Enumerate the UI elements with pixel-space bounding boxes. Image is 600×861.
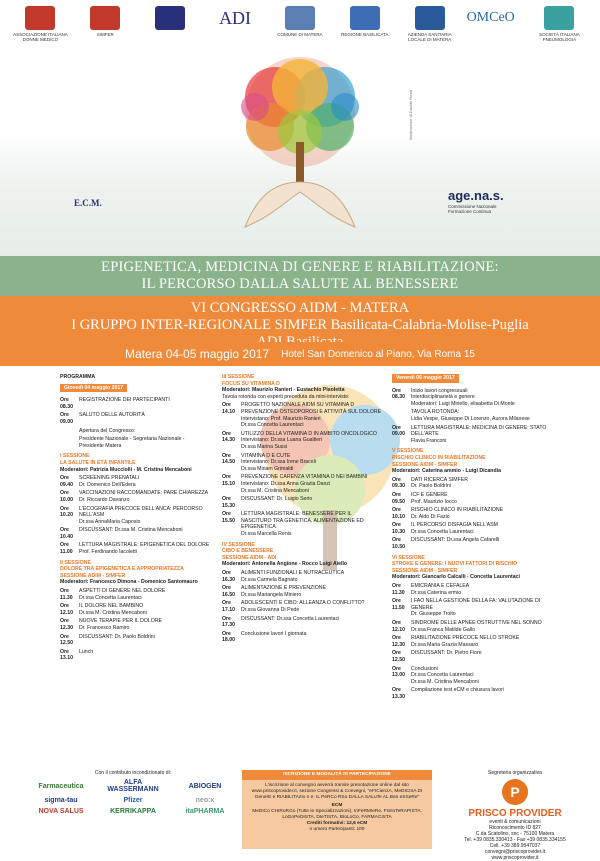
program-item-time: Ore 15.10	[222, 474, 235, 487]
title-line-1: EPIGENETICA, MEDICINA DI GENERE E RIABILITAZIONE:	[101, 259, 499, 275]
program-item-time: Ore 13.00	[392, 665, 405, 679]
title-line-2: IL PERCORSO DALLA SALUTE AL BENESSERE	[141, 276, 459, 292]
program-item	[392, 477, 552, 490]
ecm-logo: E.C.M.	[74, 198, 102, 208]
program-item-text: RIABILITAZIONE PRECOCE NELLO STROKE Dr.ssa Maria Grazia Massaro	[411, 635, 520, 648]
logo-strip	[0, 0, 600, 52]
program-item-text: Apertura del Congresso:	[79, 427, 136, 434]
sponsor-logo: Farmaceutica	[38, 782, 84, 790]
program-item	[60, 412, 210, 425]
session-4-title: IV SESSIONE CIBO E BENESSERE SESSIONE AIDM - ADI	[222, 541, 277, 561]
program-item-time: Ore 10.00	[60, 490, 73, 503]
session-5-moderators: Moderatori: Caterina ammio - Luigi Dicandia	[392, 468, 501, 475]
program-item	[222, 431, 382, 451]
registration-ecm: ECM	[331, 803, 343, 808]
program-item	[222, 402, 382, 428]
program-item-time: Ore 12.10	[392, 620, 405, 633]
program-item-time: Ore 18.00	[222, 630, 235, 644]
registration-header: ISCRIZIONE E MODALITÀ DI PARTECIPAZIONE	[242, 770, 432, 780]
registration-body: L'iscrizione al convegno avverrà tramite prenotazione online dal sito www.priscoprovider.it, sezione Congressi & Convegni, "eFICienzA, MeDICInA DI GenerE e RIABILITAzIo n e: IL PeRCo RSo DALLA SALuTe AL Ben eSSeRe"	[251, 783, 423, 800]
program-item	[392, 620, 552, 633]
organizer-address: C.da Scatolino, snc - 75100 Matera	[475, 831, 555, 837]
program-item-time: Ore 09.50	[392, 491, 405, 505]
program-item-text: Compilazione test eCM e chiusura lavori	[411, 687, 504, 694]
program-item	[392, 635, 552, 648]
program-item-text: PROGETTO NAZIONALE AIDM SU VITAMINA D PREVENZIONE OSTEOPOROSI E ATTIVITÀ SUL DOLORE Intervistano: Prof. Maurizio Ranieri Dr.ssa Concetta Laurentaci	[241, 402, 382, 429]
program-item-time: Ore 16.30	[222, 570, 235, 583]
program-item-time: Ore 09.30	[392, 476, 405, 490]
program-item	[392, 537, 552, 550]
logo-caption: SOCIETÀ ITALIANA PNEUMOLOGIA	[539, 32, 580, 42]
program-item-text: ICF E GENERE Prof. Maurizio Iocco	[411, 491, 457, 505]
program-item	[392, 598, 552, 618]
program-item	[60, 397, 210, 410]
sponsor-logo: itaPHARMA	[185, 808, 225, 815]
program-item	[222, 511, 382, 537]
sponsor-logo: ABIOGEN	[188, 782, 222, 790]
program-item-time: Ore 14.10	[222, 402, 235, 415]
program-item-time: Ore 11.30	[392, 583, 405, 596]
agenas-logo: age.na.s.	[448, 188, 504, 203]
simfer-logo-icon	[90, 6, 120, 30]
program-item	[222, 616, 382, 629]
program-item-time: Ore 12.30	[60, 618, 73, 631]
program-item-time: Ore 08.30	[60, 397, 73, 410]
program-item-text: EMICRANIA E CEFALEA Dr.ssa Caterina ermio	[411, 583, 470, 596]
session-2-moderators: Moderatori: Francesco Dimona - Domenico Santomauro	[60, 579, 198, 586]
logo-ordine	[139, 6, 201, 32]
program-item	[392, 409, 552, 422]
program-item-text: VACCINAZIONI RACCOMANDATE: PARE CHIAREZZA Dr. Riccardo Davanzo	[79, 490, 209, 503]
hero-illustration	[0, 52, 600, 242]
tree-illustration	[200, 52, 400, 242]
registration-participants: n umero Partecipanti: 100	[309, 827, 365, 832]
sponsor-logo: neo:x	[195, 797, 215, 804]
session-1-title: I SESSIONE LA SALUTE IN ETÀ INFANTILE	[60, 453, 136, 466]
organizer-sub: eventi & comunicazioni	[489, 819, 541, 825]
session-4-moderators: Moderatori: Antonella Angione - Rocco Luigi Aiello	[222, 561, 348, 568]
sponsors-block	[28, 770, 238, 815]
program-item	[222, 496, 382, 509]
program-item-time: Ore 09.40	[60, 475, 73, 488]
session-6-title: VI SESSIONE STROKE E GENERE: I NUOVI FATTORI DI RISCHIO SESSIONE AIDM - SIMFER	[392, 554, 518, 574]
program-item	[60, 542, 210, 555]
program-item	[60, 527, 210, 540]
logo-asm	[399, 6, 461, 42]
program-item	[60, 588, 210, 601]
program-item-text: ADOLESCENTI E CIBO: ALLEANZA O CONFLITTO? Dr.ssa Giovanna Di Pede	[241, 600, 365, 613]
matera-logo-icon	[285, 6, 315, 30]
program-item-text: NUOVE TERAPIE PER IL DOLORE Dr. Francesco Ramiro	[79, 618, 163, 631]
program-item-text: ALIMENTI FUNZIONALI E NUTRACEUTICA Dr.ssa Carmela Bagnato	[241, 570, 345, 583]
program-item-time: Ore 10.20	[60, 505, 73, 519]
program-item-text: TAVOLA ROTONDA: Lidia Vespe, Giuseppe Di Lorenzo, Aurora Milanese	[411, 409, 530, 422]
aidm-logo-icon	[25, 6, 55, 30]
program-item-text: IL DOLORE NEL BAMBINO Dr.ssa M. Cristina Mencaboni	[79, 603, 147, 616]
session-3-moderators: Moderatori: Maurizio Ranieri - Eustachio Pisoletta	[222, 387, 345, 394]
logo-caption: COMUNE DI MATERA	[277, 32, 323, 37]
logo-basilicata	[334, 6, 396, 37]
program-item-text: ALIMENTAZIONE E PREVENZIONE Dr.ssa Mariangela Miniero	[241, 585, 326, 598]
day-2-label: Venerdì 05 maggio 2017	[392, 374, 459, 383]
logo-pneumologia	[528, 6, 590, 42]
program-item	[60, 436, 210, 449]
logo-omceo	[464, 6, 526, 32]
program-item-text: Inizio lavori congressuali Interdisciplinarietà e genere Moderatori: Luigi Miriello, elisabetta Di Monte	[411, 387, 515, 407]
program-item-time: Ore 11.30	[60, 588, 73, 601]
logo-matera	[269, 6, 331, 37]
program-item-time: Ore 10.10	[392, 507, 405, 520]
sponsor-logo: sigma-tau	[44, 797, 78, 804]
program-item	[392, 425, 552, 445]
program-item	[60, 506, 210, 526]
program-item	[222, 631, 382, 644]
organizer-block	[440, 770, 590, 861]
program-item-text: IL PERCORSO DISFAGIA NELL'ASM Dr.ssa Concetta Laurentaci	[411, 522, 498, 535]
session-3-intro: Tavola rotonda con esperti preceduta da mini-interviste:	[222, 393, 350, 400]
event-date: Matera 04-05 maggio 2017	[125, 347, 270, 361]
program-header: PROGRAMMA	[60, 374, 96, 380]
session-3-title: III SESSIONE FOCUS SU VITAMINA D	[222, 374, 280, 387]
program-item	[222, 585, 382, 598]
program-item-time: Ore 13.10	[60, 648, 73, 662]
program-item-time: Ore 13.30	[392, 687, 405, 700]
program-item-time: Ore 14.50	[222, 452, 235, 466]
program-item-text: LETTURA MAGISTRALE: MEDICINA DI GENERE: STATO DELL'ARTE Flavia Franconi	[411, 424, 547, 444]
organizer-email[interactable]: convegni@priscoprovider.it	[484, 849, 546, 855]
event-venue: Hotel San Domenico al Piano, Via Roma 15	[281, 348, 475, 360]
program-item	[392, 492, 552, 505]
program-item	[392, 522, 552, 535]
program-item-time: Ore 17.10	[222, 600, 235, 613]
session-6-moderators: Moderatori: Giancarlo Calcalli - Concetta Laurentaci	[392, 574, 520, 581]
program-column-1	[60, 374, 210, 662]
omceo-logo-icon: OMCeO	[466, 10, 515, 25]
program-item-text: L'ECOGRAFIA PRECOCE DELL'ANCA: PERCORSO NELL'ASM Dr.ssa AnnaMaria Caposio	[79, 505, 203, 525]
program-item-time: Ore 12.30	[392, 635, 405, 648]
program-item-text: SCREENING PRENATALI Dr. Domenico Dell'Edera	[79, 475, 140, 488]
organizer-caption: Segreteria organizzativa	[488, 770, 542, 776]
program-item-text: Presidente Nazionale - Segretaria Nazionale - Presidente Matera	[79, 436, 185, 449]
program-item	[392, 666, 552, 686]
sponsor-logo: KERRIKAPPA	[110, 808, 156, 815]
program-item-time: Ore 15.30	[222, 496, 235, 509]
info-row	[0, 342, 600, 366]
basilicata-logo-icon	[350, 6, 380, 30]
program-item-text: UTILIZZO DELLA VITAMINA D IN AMBITO ONCOLOGICO Intervistano: Dr.ssa Luana Gualtieri Dr.ssa Marina Sussi	[241, 430, 377, 450]
program-item-time: Ore 11.50	[392, 598, 405, 611]
program-item-text: SINDROME DELLE APNEE OSTRUTTIVE NEL SONNO Dr.ssa Franca Matilde Gallo	[411, 620, 542, 633]
program-item	[392, 388, 552, 408]
program-item-text: RISCHIO CLINICO IN RIABILITAZIONE Dr. Aldo Di Fazio	[411, 507, 504, 520]
program-item-text: Lunch	[79, 648, 94, 655]
day-1-label: Giovedì 04 maggio 2017	[60, 384, 127, 393]
program-item-time: Ore 08.30	[392, 387, 405, 401]
session-2-title: II SESSIONE DOLORE TRA EPIGENETICA E APPROPRIATEZZA SESSIONE ADIM - SIMFER	[60, 559, 184, 579]
logo-adi	[204, 6, 266, 32]
program-item-time	[392, 409, 408, 422]
agenas-subtitle: Commissione Nazionale Formazione Continua	[448, 204, 497, 214]
session-5-title: V SESSIONE RISCHIO CLINICO IN RIABILITAZIONE SESSIONE AIDM - SIMFER	[392, 448, 486, 468]
program-item-time: Ore 10.50	[392, 537, 405, 551]
registration-block	[242, 770, 432, 849]
program-item-time: Ore 16.50	[222, 585, 235, 598]
program-item-time: Ore 15.50	[222, 511, 235, 524]
program-item	[222, 600, 382, 613]
program-item-text: PREVENZIONE CARENZA VITAMINA D NEI BAMBINI Intervistano: Dr.ssa Anna Grazia Danzi Dr.ssa M. Cristina Mencaboni	[241, 474, 368, 494]
logo-aidm	[9, 6, 71, 42]
logo-caption: ASSOCIAZIONE ITALIANA DONNE MEDICO	[13, 32, 68, 42]
program-item	[392, 687, 552, 700]
logo-simfer	[74, 6, 136, 37]
program-item-time: Ore 09.00	[60, 412, 73, 425]
program-item-text: VITAMINA D E CUTE Intervistano: Dr.ssa Irene Braceli Dr.ssa Miriam Grimaldi	[241, 452, 316, 472]
program-item-text: LETTURA MAGISTRALE: EPIGENETICA DEL DOLORE Prof. Ferdinando Iacoletti	[79, 542, 210, 556]
program-column-2	[222, 374, 382, 644]
program-item	[60, 490, 210, 503]
title-band	[0, 256, 600, 296]
organizer-cell: Cell. +39 389.9547037	[489, 843, 541, 849]
program-item-time	[60, 436, 76, 449]
program-item-time: Ore 14.30	[222, 430, 235, 444]
program-item-text: DISCUSSANT: Dr.ssa M. Cristina Mencaboni	[79, 527, 183, 534]
program-item-time: Ore 10.40	[60, 527, 73, 540]
program-item	[60, 618, 210, 631]
program-item-text: DISCUSSANT: Dr. Luigio Serio	[241, 496, 313, 503]
program-item-text: DISCUSSANT: Dr. Pietro Fiore	[411, 650, 482, 657]
registration-professions: MeDICo CHIRuRGo (Tutte le Specializzazioni), InFeRMIeRe, FISIoTeRAPISTA, LoGoPeDISTA, DIeTISTA, BIoLoGo, FARMACISTA	[252, 809, 422, 820]
program-item-text: Conclusione lavori I giornata	[241, 630, 307, 637]
organizer-tel: Tel. +39 0835.330413 - Fax +39 0835.334155	[464, 837, 566, 843]
program-item-text: DISCUSSANT: Dr. Paolo Boldrini	[79, 633, 155, 640]
program-item-time: Ore 12.50	[392, 650, 405, 663]
sponsors-caption: Con il contributo incondizionato di:	[94, 770, 172, 776]
program-item-time	[60, 428, 76, 435]
program-item	[60, 475, 210, 488]
program-item	[222, 474, 382, 494]
asm-logo-icon	[415, 6, 445, 30]
sponsor-logo: NOVA SALUS	[38, 808, 84, 815]
program-item	[60, 603, 210, 616]
adi-logo-icon: ADI	[219, 8, 252, 28]
program-item-time: Ore 17.30	[222, 615, 235, 629]
program-item-text: SALUTO DELLE AUTORITÀ	[79, 412, 145, 419]
program-item	[392, 583, 552, 596]
program-item-time: Ore 10.30	[392, 522, 405, 535]
prisco-logo-icon: P	[502, 779, 528, 805]
program-item	[222, 453, 382, 473]
program-item-text: LETTURA MAGISTRALE: BENESSERE PER IL NASCITURO TRA GENETICA, ALIMENTAZIONE ED EPIGENETICA Dr.ssa Marcella Renis	[241, 511, 364, 538]
organizer-accreditation: Riconoscimento ID 827	[489, 825, 541, 831]
ordine-logo-icon	[155, 6, 185, 30]
program-item	[392, 650, 552, 663]
program-item	[60, 634, 210, 647]
program-column-3	[392, 374, 552, 701]
program-item-text: I FAO NELLA GESTIONE DELLA FA: VALUTAZIONE DI GENERE Dr. Giuseppe Troito	[411, 598, 541, 618]
illustration-credit: Illustrazione di Davide Rossi	[408, 89, 413, 140]
congress-line-2: I GRUPPO INTER-REGIONALE SIMFER Basilicata-Calabria-Molise-Puglia	[71, 317, 529, 333]
pneumologia-logo-icon	[544, 6, 574, 30]
program-item	[222, 570, 382, 583]
program-item	[60, 428, 210, 435]
program-item-time: Ore 11.00	[60, 542, 73, 556]
registration-credits: Crediti formativi: 12,6 eCM	[306, 821, 368, 826]
program-item-text: DATI RICERCA SIMFER Dr. Paolo Boldrini	[411, 476, 468, 490]
logo-caption: REGIONE BASILICATA	[341, 32, 389, 37]
program-item-text: ASPETTI DI GENERE NEL DOLORE Dr.ssa Concetta Laurentaci	[79, 588, 166, 601]
program-item-text: DISCUSSANT: Dr.ssa Angela Cafarelli	[411, 537, 500, 544]
program-item-text: Conclusioni Dr.ssa Concetta Laurentaci Dr.ssa M. Cristina Mencaboni	[411, 665, 479, 685]
program-item-text: DISCUSSANT: Dr.ssa Concetta Laurentaci	[241, 615, 340, 622]
logo-caption: SIMFER	[96, 32, 114, 37]
sponsor-logo: Pfizer	[123, 797, 143, 804]
program-item-time: Ore 12.10	[60, 603, 73, 616]
program-item-time: Ore 09.00	[392, 424, 405, 438]
organizer-name: PRISCO PROVIDER	[468, 808, 562, 819]
program-item	[60, 649, 210, 662]
sponsor-logo: ALFA WASSERMANN	[107, 779, 159, 793]
logo-caption: AZIENDA SANITARIA LOCALE DI MATERA	[407, 32, 452, 42]
session-1-moderators: Moderatori: Patrizia Mucciolli - M. Cristina Mencaboni	[60, 466, 192, 473]
congress-line-1: VI CONGRESSO AIDM - MATERA	[190, 300, 410, 316]
program-item	[392, 507, 552, 520]
program-item-text: REGISTRAZIONE DEI PARTECIPANTI	[79, 397, 170, 404]
organizer-website[interactable]: www.priscoprovider.it	[491, 855, 539, 861]
program-item-time: Ore 12.50	[60, 633, 73, 647]
